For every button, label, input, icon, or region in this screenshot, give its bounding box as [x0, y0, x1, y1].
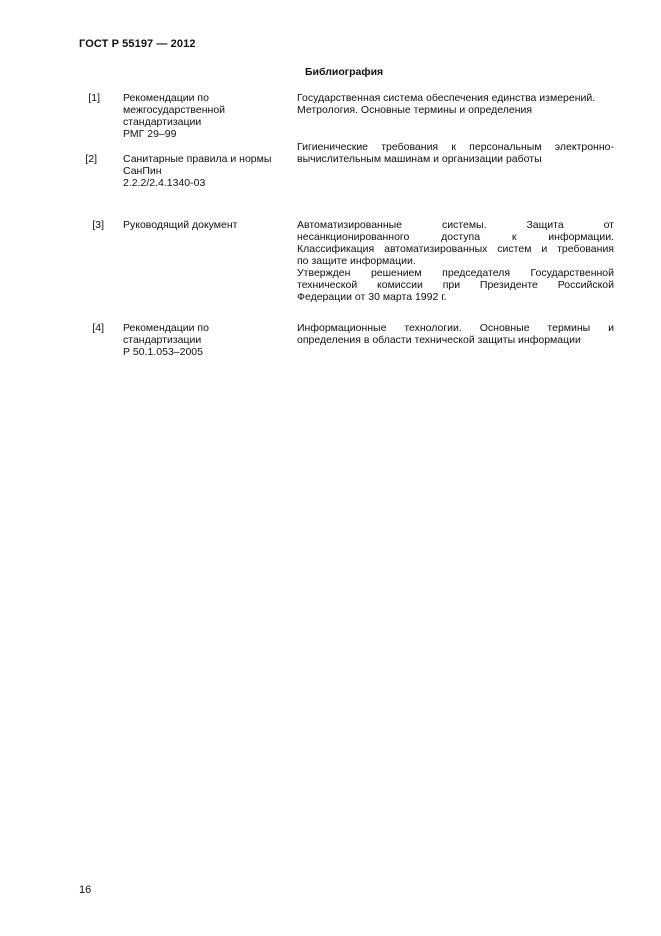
section-title: Библиография — [305, 66, 384, 78]
source-line: Санитарные правила и нормы — [123, 153, 272, 165]
description-line: Федерации от 30 марта 1992 г. — [297, 291, 447, 303]
entry-number: [3] — [92, 219, 104, 231]
source-line: СанПин — [123, 165, 162, 177]
entry-description — [297, 92, 614, 116]
source-line: стандартизации — [123, 334, 202, 346]
entry-description — [297, 219, 614, 303]
description-line: Гигиенические требования к персональным электронно- — [297, 141, 614, 153]
description-line: Утвержден решением председателя Государственной — [297, 267, 614, 279]
source-line: Рекомендации по — [123, 322, 209, 334]
description-line: определения в области технической защиты информации — [297, 334, 581, 346]
description-line: Информационные технологии. Основные термины и — [297, 322, 614, 334]
entry-number: [4] — [92, 322, 104, 334]
entry-source — [123, 92, 288, 140]
description-line: Государственная система обеспечения единства измерений. — [297, 92, 596, 104]
entry-number: [2] — [85, 153, 97, 165]
description-line: по защите информации. — [297, 255, 416, 267]
description-line: Классификация автоматизированных систем и требования — [297, 243, 614, 255]
description-line: несанкционированного доступа к информации. — [297, 231, 614, 243]
source-line: РМГ 29–99 — [123, 128, 177, 140]
entry-source — [123, 153, 288, 189]
source-line: Руководящий документ — [123, 219, 238, 231]
description-line: технической комиссии при Президенте Российской — [297, 279, 614, 291]
source-line: Р 50.1.053–2005 — [123, 346, 203, 358]
entry-source — [123, 322, 288, 358]
source-line: стандартизации — [123, 116, 202, 128]
entry-number: [1] — [88, 92, 100, 104]
description-line: Автоматизированные системы. Защита от — [297, 219, 614, 231]
source-line: межгосударственной — [123, 104, 226, 116]
description-line: Метрология. Основные термины и определения — [297, 104, 533, 116]
page-number: 16 — [79, 884, 92, 896]
entry-description — [297, 322, 614, 346]
source-line: Рекомендации по — [123, 92, 209, 104]
document-header: ГОСТ Р 55197 — 2012 — [79, 38, 196, 50]
description-line: вычислительным машинам и организации работы — [297, 153, 542, 165]
entry-source — [123, 219, 288, 231]
source-line: 2.2.2/2.4.1340-03 — [123, 177, 206, 189]
entry-description — [297, 141, 614, 165]
